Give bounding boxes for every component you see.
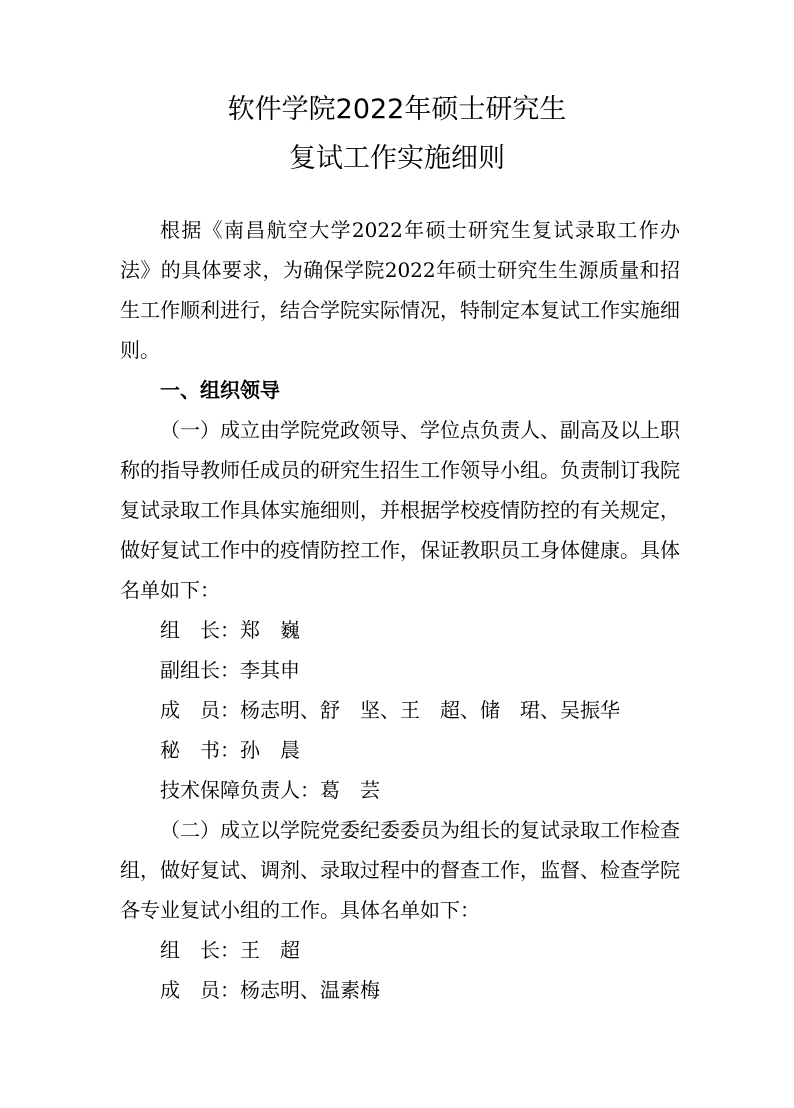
- member-role: 技术保障负责人：: [160, 778, 320, 802]
- paragraph-inspection-group: （二）成立以学院党委纪委委员为组长的复试录取工作检查组，做好复试、调剂、录取过程中的督查工作，监督、检查学院各专业复试小组的工作。具体名单如下：: [120, 818, 680, 922]
- member-role: 组 长：: [160, 938, 240, 962]
- member-role: 成 员：: [160, 698, 240, 722]
- member-names: 李其申: [240, 658, 300, 682]
- member-names: 杨志明、温素梅: [240, 978, 380, 1002]
- member-role: 副组长：: [160, 658, 240, 682]
- document-title-line-2: 复试工作实施细则: [289, 143, 505, 174]
- member-row: [120, 690, 680, 730]
- member-row: [120, 650, 680, 690]
- member-row: [120, 970, 680, 1010]
- document-title-line-1: 软件学院2022年硕士研究生: [227, 94, 567, 125]
- intro-paragraph: 根据《南昌航空大学2022年硕士研究生复试录取工作办法》的具体要求，为确保学院2022年硕士研究生生源质量和招生工作顺利进行，结合学院实际情况，特制定本复试工作实施细则。: [120, 218, 680, 362]
- member-role: 秘 书：: [160, 738, 240, 762]
- member-row: [120, 770, 680, 810]
- document-body: [120, 210, 680, 1010]
- member-row: [120, 930, 680, 970]
- member-names: 郑 巍: [240, 618, 300, 642]
- member-names: 葛 芸: [320, 778, 380, 802]
- member-row: [120, 730, 680, 770]
- section-heading-organization: 一、组织领导: [160, 378, 280, 402]
- member-role: 成 员：: [160, 978, 240, 1002]
- member-row: [120, 610, 680, 650]
- member-names: 杨志明、舒 坚、王 超、储 珺、吴振华: [240, 698, 620, 722]
- member-role: 组 长：: [160, 618, 240, 642]
- member-names: 孙 晨: [240, 738, 300, 762]
- member-names: 王 超: [240, 938, 300, 962]
- paragraph-leadership-group: （一）成立由学院党政领导、学位点负责人、副高及以上职称的指导教师任成员的研究生招生工作领导小组。负责制订我院复试录取工作具体实施细则，并根据学校疫情防控的有关规定，做好复试工作中的疫情防控工作，保证教职员工身体健康。具体名单如下：: [120, 418, 680, 602]
